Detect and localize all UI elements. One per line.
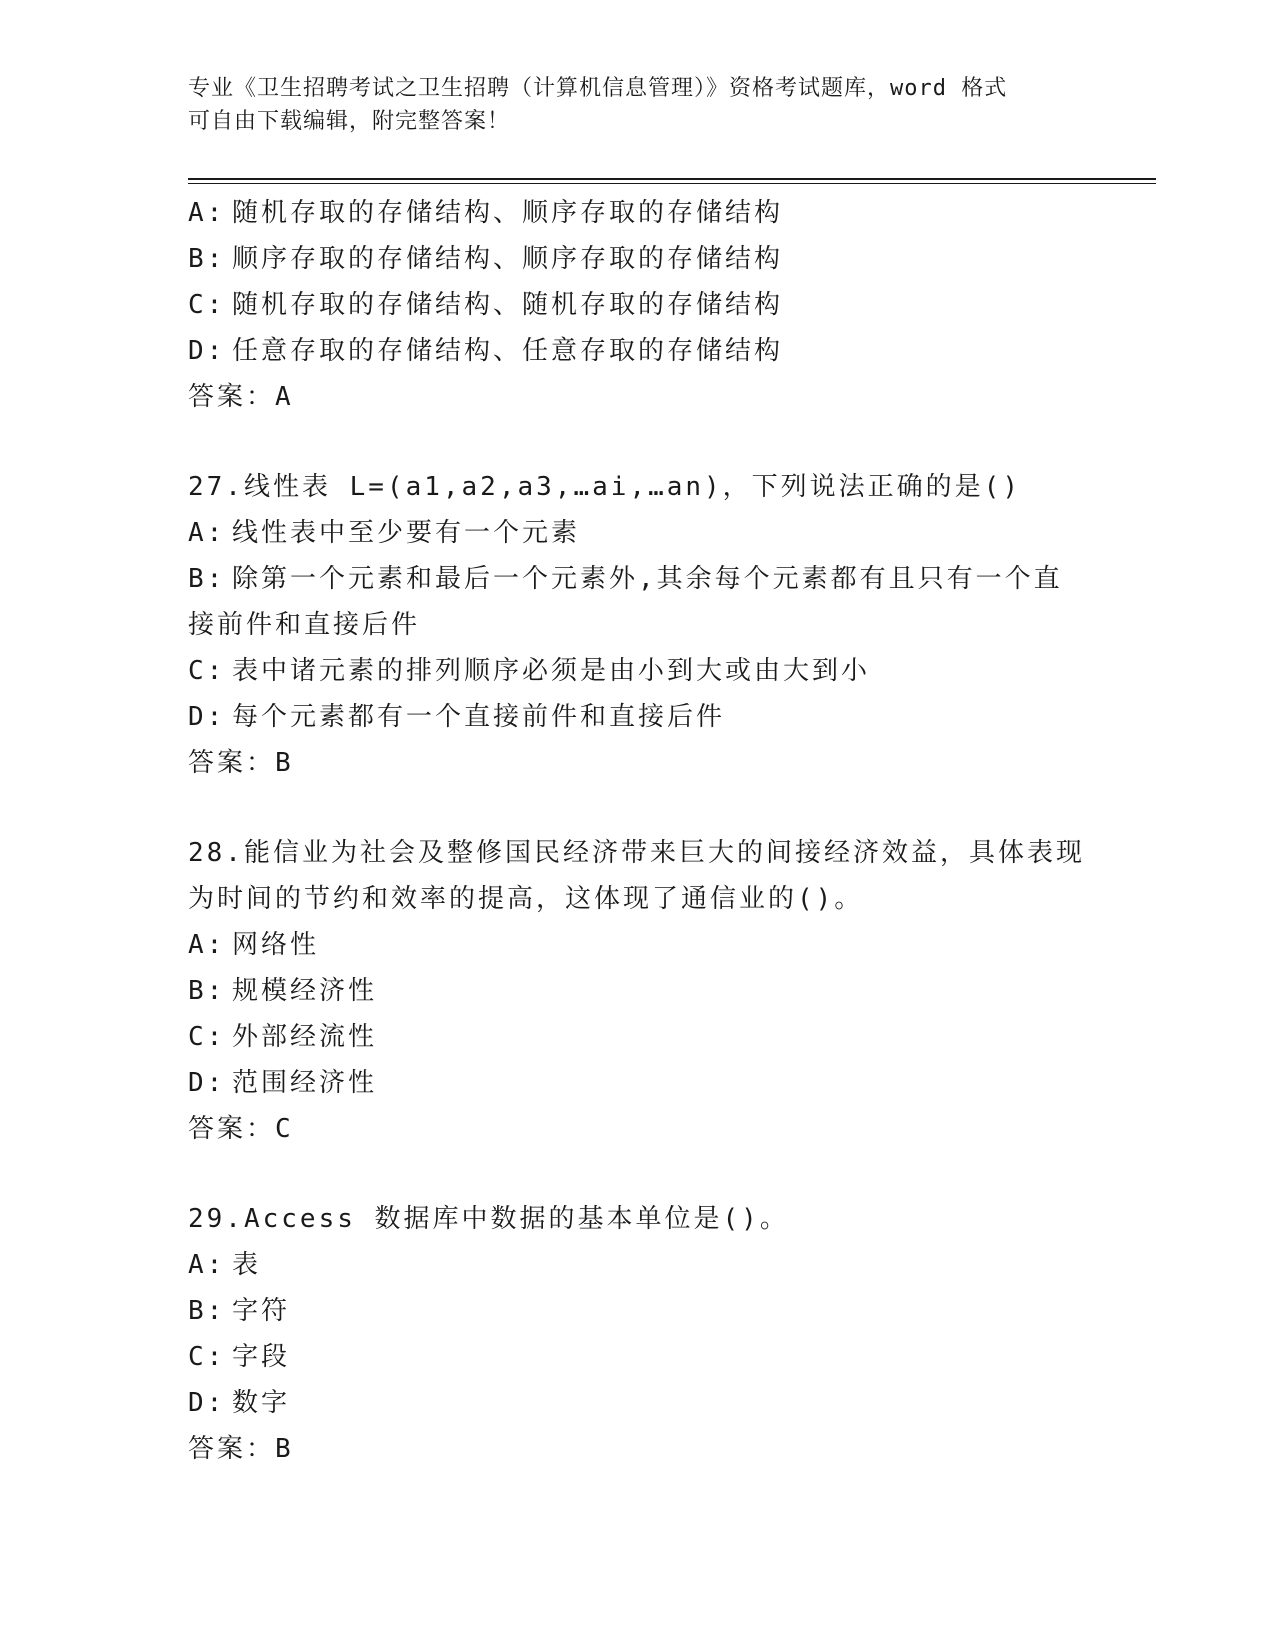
option-b: B: 顺序存取的存储结构、顺序存取的存储结构 <box>188 244 784 274</box>
option-d: D: 每个元素都有一个直接前件和直接后件 <box>188 702 726 732</box>
question-text-line-1: 28.能信业为社会及整修国民经济带来巨大的间接经济效益，具体表现 <box>188 838 1085 868</box>
option-a: A: 网络性 <box>188 930 320 960</box>
spacer <box>188 420 1088 464</box>
question-list <box>188 190 1088 1472</box>
option-c: C: 随机存取的存储结构、随机存取的存储结构 <box>188 290 784 320</box>
question-27 <box>188 464 1088 786</box>
header-divider-thick <box>188 178 1156 180</box>
answer: 答案：C <box>188 1114 294 1144</box>
option-d: D: 数字 <box>188 1388 291 1418</box>
option-a: A: 表 <box>188 1250 262 1280</box>
option-b: B: 规模经济性 <box>188 976 378 1006</box>
question-text-line-2: 为时间的节约和效率的提高，这体现了通信业的()。 <box>188 884 864 914</box>
option-a: A: 随机存取的存储结构、顺序存取的存储结构 <box>188 198 784 228</box>
answer: 答案：B <box>188 748 294 778</box>
option-c: C: 字段 <box>188 1342 291 1372</box>
question-28 <box>188 830 1088 1152</box>
option-b: B: 除第一个元素和最后一个元素外,其余每个元素都有且只有一个直 <box>188 564 1063 594</box>
spacer <box>188 1152 1088 1196</box>
option-a: A: 线性表中至少要有一个元素 <box>188 518 581 548</box>
question-text: 29.Access 数据库中数据的基本单位是()。 <box>188 1204 789 1234</box>
answer: 答案：A <box>188 382 294 412</box>
option-b-continued: 接前件和直接后件 <box>188 610 421 640</box>
header-divider-thin <box>188 183 1156 184</box>
option-c: C: 外部经流性 <box>188 1022 378 1052</box>
question-26 <box>188 190 1088 420</box>
option-b: B: 字符 <box>188 1296 291 1326</box>
question-text: 27.线性表 L=(a1,a2,a3,…ai,…an)，下列说法正确的是() <box>188 472 1021 502</box>
document-header <box>188 72 1088 138</box>
option-d: D: 范围经济性 <box>188 1068 378 1098</box>
option-d: D: 任意存取的存储结构、任意存取的存储结构 <box>188 336 784 366</box>
option-c: C: 表中诸元素的排列顺序必须是由小到大或由大到小 <box>188 656 871 686</box>
header-line-2: 可自由下载编辑，附完整答案！ <box>188 109 511 134</box>
answer: 答案：B <box>188 1434 294 1464</box>
question-29 <box>188 1196 1088 1472</box>
header-line-1: 专业《卫生招聘考试之卫生招聘（计算机信息管理）》资格考试题库，word 格式 <box>188 76 1008 101</box>
spacer <box>188 786 1088 830</box>
